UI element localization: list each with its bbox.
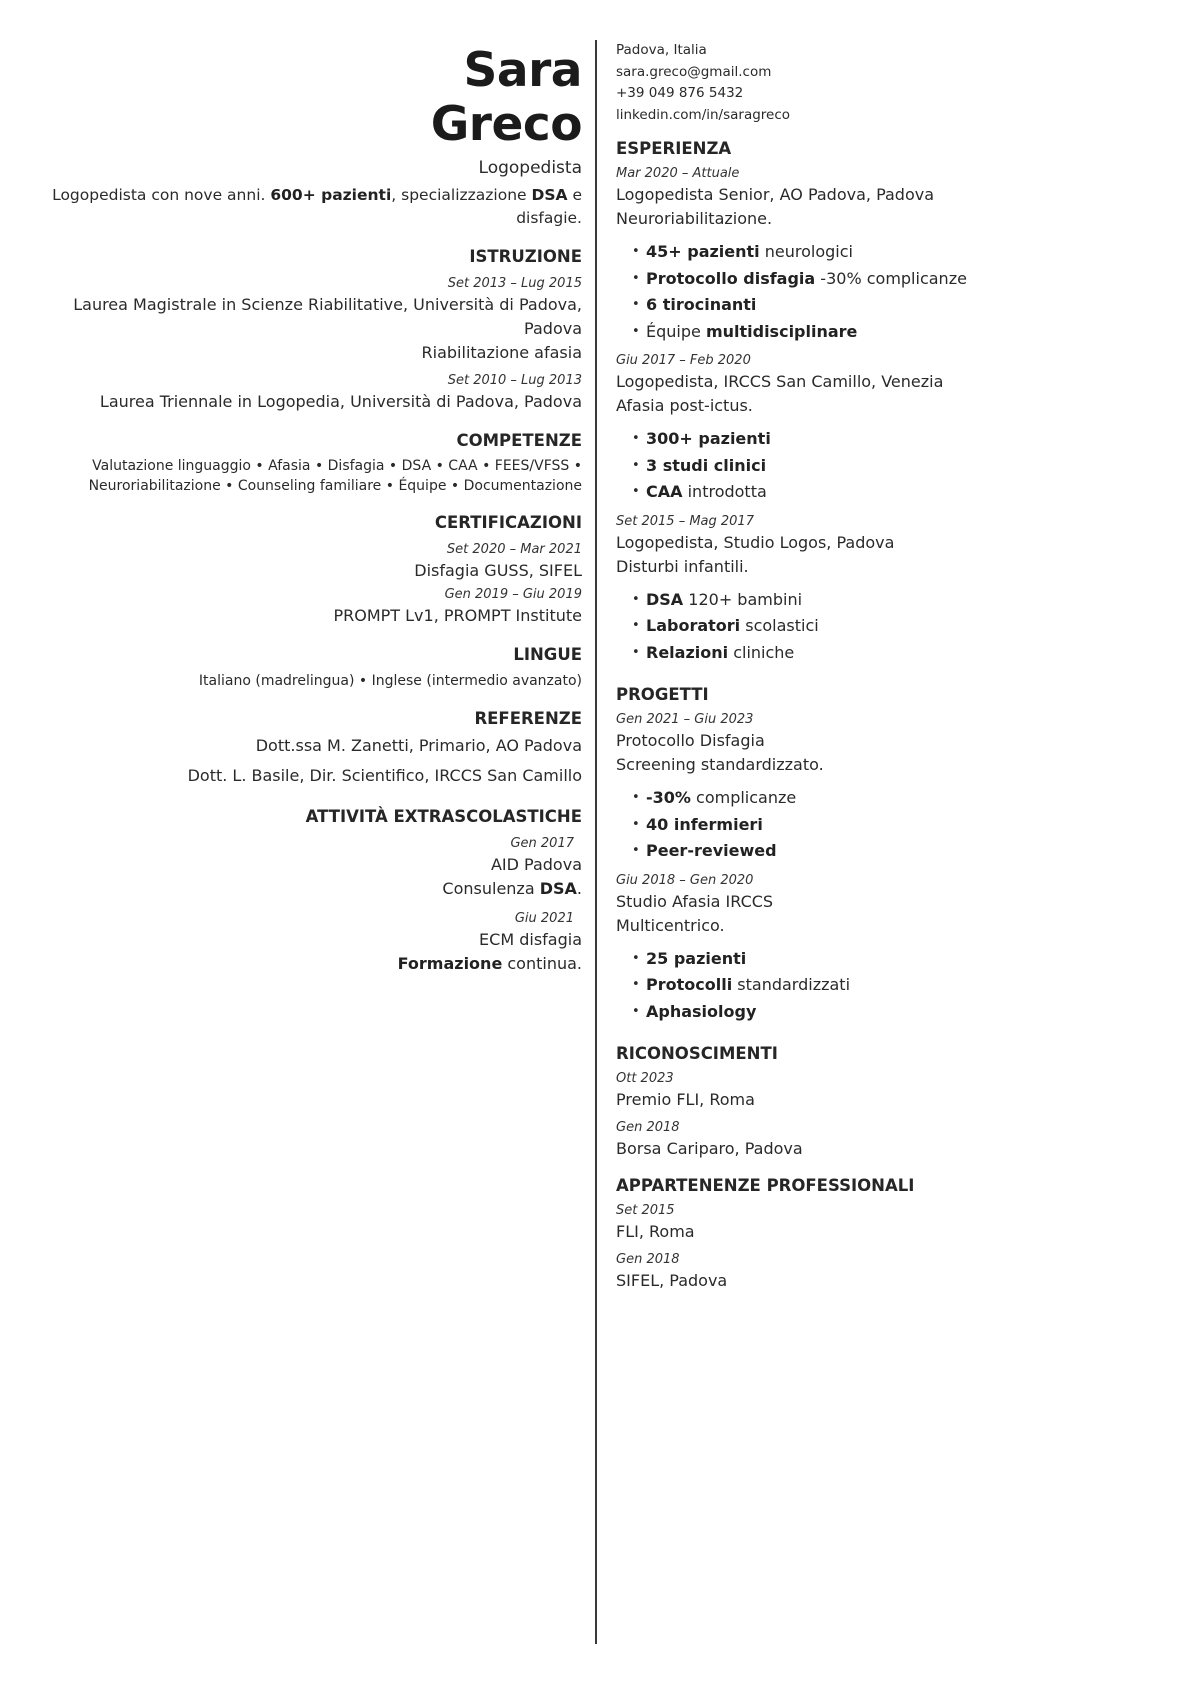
education-date: Set 2013 – Lug 2015 bbox=[447, 276, 582, 291]
education-date: Set 2010 – Lug 2013 bbox=[447, 373, 582, 388]
desc-text: Consulenza bbox=[442, 879, 540, 898]
experience-item bbox=[616, 512, 1156, 667]
bullet-item: • Protocolli standardizzati bbox=[632, 972, 1156, 999]
project-bullets bbox=[616, 785, 1156, 865]
bullet-item: • Peer-reviewed bbox=[632, 838, 1156, 865]
certification-date: Gen 2019 – Giu 2019 bbox=[444, 587, 582, 602]
summary-bold: 600+ pazienti bbox=[270, 186, 392, 204]
skills-list: Valutazione linguaggio • Afasia • Disfagia • DSA • CAA • FEES/VFSS • Neuroriabilitazione • Counseling familiare • Équipe • Documentazione bbox=[88, 458, 582, 494]
section-heading-awards: RICONOSCIMENTI bbox=[616, 1044, 778, 1063]
job-title: Logopedista bbox=[478, 158, 582, 178]
education-note: Riabilitazione afasia bbox=[421, 343, 582, 362]
summary-text: Logopedista con nove anni. bbox=[52, 186, 271, 204]
project-title: Protocollo Disfagia bbox=[616, 731, 765, 750]
last-name: Greco bbox=[430, 97, 582, 152]
experience-desc: Neuroriabilitazione. bbox=[616, 209, 773, 228]
extracurricular-title: AID Padova bbox=[490, 855, 582, 874]
certification-date: Set 2020 – Mar 2021 bbox=[446, 542, 582, 557]
education-degree: Laurea Magistrale in Scienze Riabilitative, Università di Padova, Padova bbox=[73, 295, 582, 338]
bullet-item: • Relazioni cliniche bbox=[632, 640, 1156, 667]
extracurricular-date: Giu 2021 bbox=[514, 911, 574, 926]
column-divider bbox=[595, 40, 597, 1644]
right-column bbox=[616, 40, 1156, 1293]
membership-date: Set 2015 bbox=[616, 1203, 675, 1218]
project-title: Studio Afasia IRCCS bbox=[616, 891, 774, 911]
extracurricular-desc bbox=[40, 952, 582, 976]
experience-date: Set 2015 – Mag 2017 bbox=[616, 513, 754, 529]
bullet-item: • 40 infermieri bbox=[632, 812, 1156, 839]
section-heading-experience: ESPERIENZA bbox=[616, 139, 732, 158]
bullet-item: • 3 studi clinici bbox=[632, 453, 1156, 480]
experience-item bbox=[616, 351, 1156, 506]
award-date: Ott 2023 bbox=[616, 1071, 674, 1086]
award-name: Borsa Cariparo, Padova bbox=[616, 1139, 803, 1158]
reference-item: Dott. L. Basile, Dir. Scientifico, IRCCS San Camillo bbox=[187, 766, 582, 785]
section-heading-education: ISTRUZIONE bbox=[469, 247, 582, 266]
desc-text: continua. bbox=[502, 954, 582, 973]
extracurricular-date: Gen 2017 bbox=[510, 836, 574, 851]
experience-item bbox=[616, 164, 1156, 345]
extracurricular-desc bbox=[40, 877, 582, 901]
contact-linkedin[interactable]: linkedin.com/in/saragreco bbox=[616, 106, 791, 123]
project-date: Giu 2018 – Gen 2020 bbox=[616, 872, 754, 888]
reference-item: Dott.ssa M. Zanetti, Primario, AO Padova bbox=[255, 736, 582, 755]
education-degree: Laurea Triennale in Logopedia, Università di Padova, Padova bbox=[99, 392, 582, 411]
extracurricular-title: ECM disfagia bbox=[479, 930, 582, 949]
project-date: Gen 2021 – Giu 2023 bbox=[616, 712, 754, 727]
certification-name: Disfagia GUSS, SIFEL bbox=[414, 561, 582, 580]
summary-bold: DSA bbox=[531, 186, 568, 204]
bullet-item: • CAA introdotta bbox=[632, 479, 1156, 506]
section-heading-projects: PROGETTI bbox=[616, 685, 709, 704]
experience-desc: Afasia post-ictus. bbox=[616, 396, 753, 415]
left-column bbox=[40, 44, 582, 976]
bullet-item: • Équipe multidisciplinare bbox=[632, 319, 1156, 346]
contact-phone[interactable]: +39 049 876 5432 bbox=[616, 85, 744, 101]
desc-bold: DSA bbox=[539, 879, 577, 898]
membership-date: Gen 2018 bbox=[616, 1252, 680, 1267]
section-heading-certifications: CERTIFICAZIONI bbox=[434, 513, 582, 532]
certification-name: PROMPT Lv1, PROMPT Institute bbox=[333, 606, 582, 625]
bullet-item: • 25 pazienti bbox=[632, 946, 1156, 973]
section-heading-references: REFERENZE bbox=[474, 709, 582, 728]
membership-name: FLI, Roma bbox=[616, 1222, 695, 1241]
desc-text: . bbox=[576, 879, 582, 898]
project-bullets bbox=[616, 946, 1156, 1026]
bullet-item: • 300+ pazienti bbox=[632, 426, 1156, 453]
experience-date: Mar 2020 – Attuale bbox=[616, 166, 740, 181]
experience-bullets bbox=[616, 239, 1156, 345]
summary bbox=[40, 184, 582, 230]
languages-list: Italiano (madrelingua) • Inglese (intermedio avanzato) bbox=[198, 673, 582, 689]
section-heading-extracurricular: ATTIVITÀ EXTRASCOLASTICHE bbox=[305, 807, 582, 826]
contact-location: Padova, Italia bbox=[616, 42, 707, 58]
membership-name: SIFEL, Padova bbox=[616, 1271, 728, 1290]
bullet-item: • 45+ pazienti neurologici bbox=[632, 239, 1156, 266]
experience-role: Logopedista, Studio Logos, Padova bbox=[616, 532, 895, 552]
bullet-item: • Laboratori scolastici bbox=[632, 613, 1156, 640]
project-item bbox=[616, 871, 1156, 1026]
summary-text: e disfagie. bbox=[516, 186, 582, 227]
contact-email[interactable]: sara.greco@gmail.com bbox=[616, 63, 772, 80]
bullet-item: • Protocollo disfagia -30% complicanze bbox=[632, 266, 1156, 293]
experience-bullets bbox=[616, 426, 1156, 506]
experience-date: Giu 2017 – Feb 2020 bbox=[616, 353, 751, 368]
experience-bullets bbox=[616, 587, 1156, 667]
bullet-item: • 6 tirocinanti bbox=[632, 292, 1156, 319]
summary-text: , specializzazione bbox=[391, 186, 532, 204]
bullet-item: • DSA 120+ bambini bbox=[632, 587, 1156, 614]
award-name: Premio FLI, Roma bbox=[616, 1090, 755, 1109]
project-desc: Screening standardizzato. bbox=[616, 755, 824, 774]
desc-bold: Formazione bbox=[397, 954, 503, 973]
section-heading-languages: LINGUE bbox=[513, 645, 582, 664]
award-date: Gen 2018 bbox=[616, 1120, 680, 1135]
first-name: Sara bbox=[463, 43, 582, 98]
section-heading-skills: COMPETENZE bbox=[456, 431, 582, 450]
project-desc: Multicentrico. bbox=[616, 915, 725, 935]
section-heading-memberships: APPARTENENZE PROFESSIONALI bbox=[616, 1176, 915, 1195]
experience-role: Logopedista Senior, AO Padova, Padova bbox=[616, 185, 935, 204]
experience-desc: Disturbi infantili. bbox=[616, 556, 749, 576]
project-item bbox=[616, 710, 1156, 865]
experience-role: Logopedista, IRCCS San Camillo, Venezia bbox=[616, 372, 944, 391]
bullet-item: • -30% complicanze bbox=[632, 785, 1156, 812]
bullet-item: • Aphasiology bbox=[632, 999, 1156, 1026]
